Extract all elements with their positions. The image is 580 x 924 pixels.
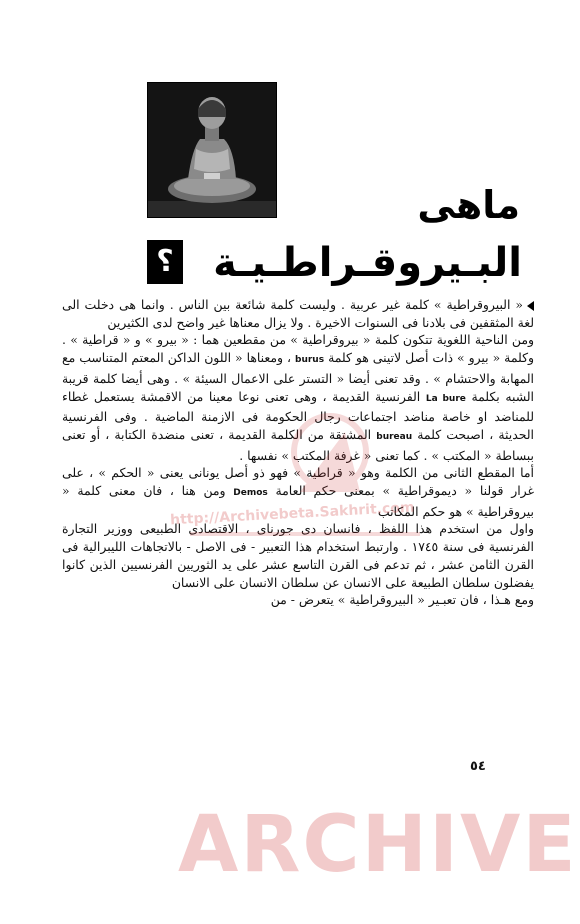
paragraph-2-cont-3: المشتقة من الكلمة القديمة ، تعنى منضدة الكتابة ، أو تعنى ببساطة « المكتب » . كما تعنى « غرفة المكتب » نفسها . <box>62 426 534 463</box>
article-body <box>62 296 534 609</box>
paragraph-2-cont-2: الفرنسية القديمة ، وهى تعنى نوعا معينا من الاقمشة يستعمل غطاء للمناضد او خاصة مناضد اجتماعات رجال الحكومة فى الازمنة الماضية . وفى الفرنسية الحديثة ، اصبحت كلمة <box>62 388 534 442</box>
latin-term-la-bure: La bure <box>425 393 466 404</box>
paragraph-2-text: ومن الناحية اللغوية تتكون كلمة « بيروقراطية » من مقطعين هما : « بيرو » و « قراطية » . وكلمة « بيرو » ذات أصل لاتينى هو كلمة <box>62 332 534 366</box>
paragraph-3-cont: ومن هنا ، فان معنى كلمة « بيروقراطية » هو حكم المكاتب <box>62 483 534 519</box>
question-mark-badge: ؟ <box>147 240 183 284</box>
latin-term-bureau: bureau <box>376 431 413 442</box>
paragraph-3-text: أما المقطع الثانى من الكلمة وهو « قراطية » فهو ذو أصل يونانى يعنى « الحكم » ، على غرار قولنا « ديموقراطية » بمعنى حكم العامة <box>62 465 534 499</box>
watermark-logo: ARCHIVE <box>178 800 578 890</box>
page-number: ٥٤ <box>470 759 486 774</box>
paragraph-1: « البيروقراطية » كلمة غير عربية . وليست كلمة شائعة بين الناس . وانما هى دخلت الى لغة المثقفين فى بلادنا فى السنوات الاخيرة . ولا يزال معناها غير واضح لدى الكثيرين <box>62 297 534 330</box>
latin-term-burus: burus <box>295 355 325 366</box>
paragraph-2 <box>62 331 534 464</box>
watermark-url: http://Archivebeta.Sakhrit.com <box>169 499 415 529</box>
latin-term-demos: Demos <box>233 488 268 499</box>
paragraph-4: واول من استخدم هذا اللفظ ، فانسان دى جورناى ، الاقتصادى الطبيعى ووزير التجارة الفرنسية فى سنة ١٧٤٥ . وارتبط استخدام هذا التعبير - فى الاصل - بالاتجاهات الليبرالية فى القرن الثامن عشر ، ثم تدعم فى القرن التاسع عشر على يد الثوريين الفرنسيين الذين كانوا يفضلون سلطان الطبيعة على الانسان عن سلطان الانسان على الانسان <box>62 521 534 590</box>
paragraph-5: ومع هـذا ، فان تعبـير « البيروقراطية » يتعرض - من <box>270 592 534 608</box>
title-kicker: ماهى <box>417 183 520 227</box>
page-title: البـيروقـراطـيـة <box>213 240 522 286</box>
seated-scribe-figure <box>148 83 276 217</box>
scribe-statue-photo <box>147 82 277 218</box>
paragraph-2-cont: ، ومعناها « اللون الداكن المعتم المتناسب مع المهابة والاحتشام » . وقد تعنى أيضا « التستر على الاعمال السيئة » . وهى أيضا كلمة قريبة الشبه بكلمة <box>62 350 534 404</box>
